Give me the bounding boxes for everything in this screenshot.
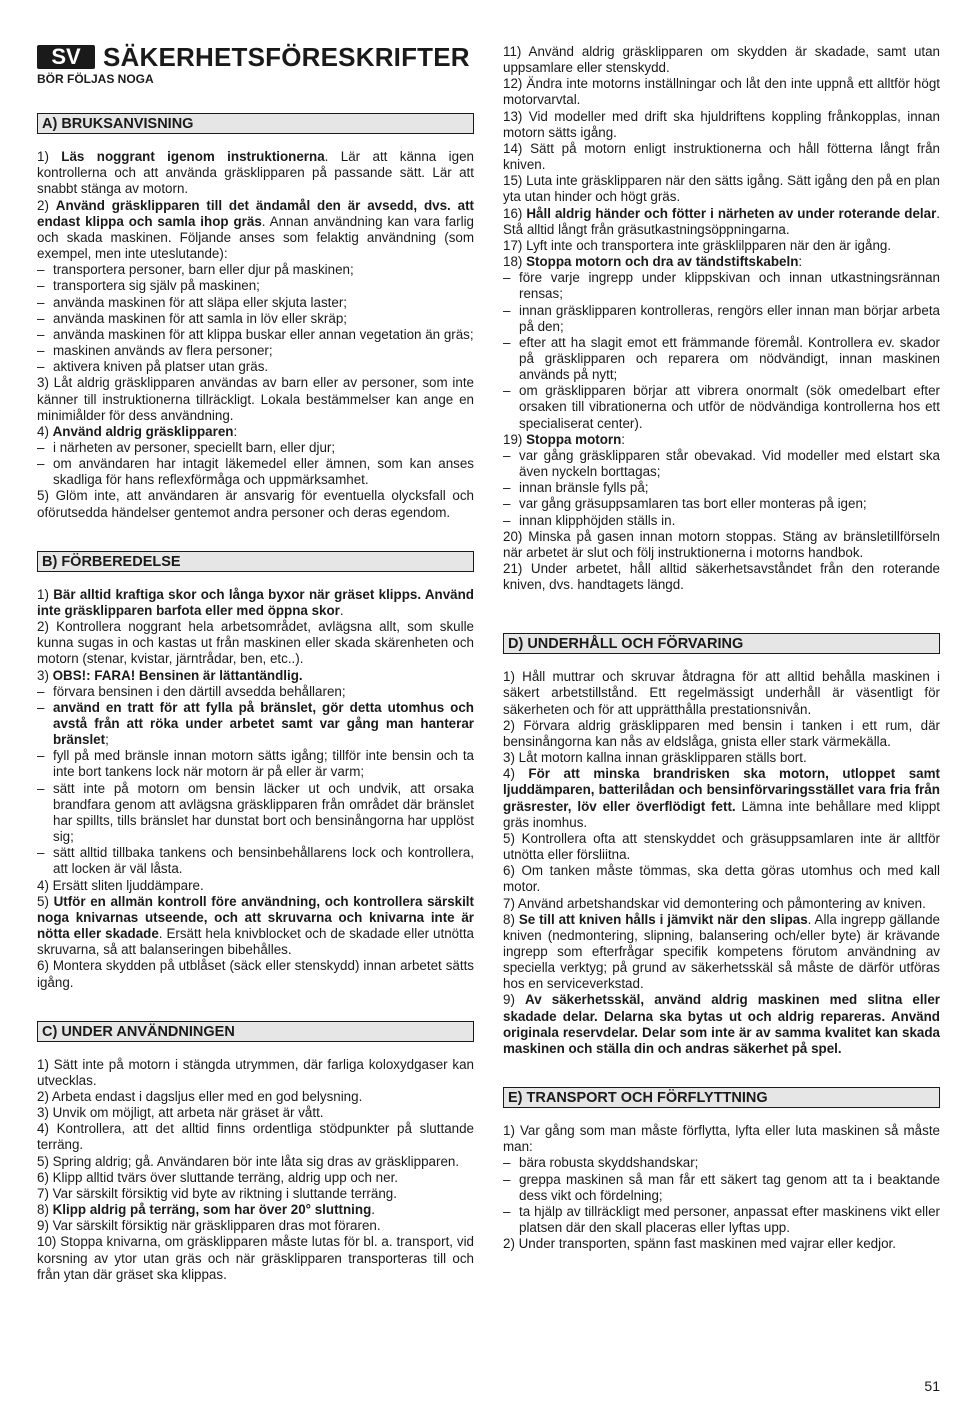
list-item: – fyll på med bränsle innan motorn sätts igång; tillför inte bensin och ta inte bort tankens lock när motorn är på eller är varm; bbox=[37, 748, 474, 780]
paragraph: 4) Ersätt sliten ljuddämpare. bbox=[37, 877, 204, 893]
paragraph: 6) Klipp alltid tvärs över sluttande terräng, aldrig upp och ner. bbox=[37, 1169, 399, 1185]
list-item: – i närheten av personer, speciellt barn, eller djur; bbox=[37, 440, 474, 456]
list-item: – använda maskinen för att släpa eller skjuta laster; bbox=[37, 295, 474, 311]
list-item: – sätt inte på motorn om bensin läcker ut och undvik, att orsaka brandfara genom att avlägsna gräsklipparen från området där bränslet har spillts, tills bränslet har dunstat bort och bensinångorna har upplöst sig; bbox=[37, 781, 474, 846]
list-item: – transportera personer, barn eller djur på maskinen; bbox=[37, 262, 474, 278]
paragraph: 21) Under arbetet, håll alltid säkerhetsavståndet från den roterande kniven, dvs. handtagets längd. bbox=[503, 561, 940, 593]
paragraph: 7) Använd arbetshandskar vid demontering och påmontering av kniven. bbox=[503, 895, 926, 911]
paragraph: 2) Kontrollera noggrant hela arbetsområdet, avlägsna allt, som skulle kunna sugas in och kastas ut från maskinen eller skada skärenheten och motorn (stenar, kvistar, järntrådar, ben, etc..). bbox=[37, 619, 474, 667]
paragraph: 4) Kontrollera, att det alltid finns ordentliga stödpunkter på sluttande terräng. bbox=[37, 1121, 474, 1153]
page-subtitle: BÖR FÖLJAS NOGA bbox=[37, 72, 154, 86]
list-item: – ta hjälp av tillräckligt med personer, anpassat efter maskinens vikt eller platsen där den skall placeras eller lyftas upp. bbox=[503, 1204, 940, 1236]
language-badge: SV bbox=[37, 45, 95, 69]
paragraph: 6) Om tanken måste tömmas, ska detta göras utomhus och med kall motor. bbox=[503, 863, 940, 895]
list-item: – före varje ingrepp under klippskivan och innan utkastningsrännan rensas; bbox=[503, 270, 940, 302]
paragraph: 3) Unvik om möjligt, att arbeta när gräset är vått. bbox=[37, 1105, 324, 1121]
list-item: – om användaren har intagit läkemedel eller ämnen, som kan anses skadliga för hans reflexförmåga och uppmärksamhet. bbox=[37, 456, 474, 488]
section-e-heading: E) TRANSPORT OCH FÖRFLYTTNING bbox=[503, 1087, 940, 1108]
paragraph: 2) Under transporten, spänn fast maskinen med vajrar eller kedjor. bbox=[503, 1236, 896, 1252]
paragraph: 11) Använd aldrig gräsklipparen om skydden är skadade, samt utan uppsamlare eller stenskydd. bbox=[503, 44, 940, 76]
list-item: – använd en tratt för att fylla på bränslet, gör detta utomhus och avstå från att röka under arbetet samt var gång man hanterar bränslet; bbox=[37, 700, 474, 748]
paragraph: 5) Utför en allmän kontroll före användning, och kontrollera särskilt noga knivarnas utseende, och att skruvarna och knivarna inte är nötta eller skadade. Ersätt hela knivblocket och de skadade eller utnötta skruvarna, så att balanseringen bibehålles. bbox=[37, 893, 474, 958]
paragraph: 9) Var särskilt försiktig när gräsklipparen dras mot föraren. bbox=[37, 1218, 381, 1234]
paragraph: 1) Läs noggrant igenom instruktionerna. Lär att känna igen kontrollerna och att använda gräsklipparen på passande sätt. Lär att snabbt stänga av motorn. bbox=[37, 149, 474, 197]
list-item: – aktivera kniven på platser utan gräs. bbox=[37, 359, 474, 375]
paragraph: 5) Glöm inte, att användaren är ansvarig för eventuella olycksfall och oförutsedda händelser gentemot andra personer och deras egendom. bbox=[37, 488, 474, 520]
paragraph: 19) Stoppa motorn: bbox=[503, 431, 626, 447]
left-column bbox=[37, 41, 474, 1283]
paragraph: 18) Stoppa motorn och dra av tändstiftskabeln: bbox=[503, 254, 803, 270]
list-item: – var gång gräsklipparen står obevakad. Vid modeller med elstart ska även nyckeln borttagas; bbox=[503, 448, 940, 480]
paragraph: 12) Ändra inte motorns inställningar och låt den inte uppnå ett alltför högt motorvarvtal. bbox=[503, 76, 940, 108]
paragraph: 17) Lyft inte och transportera inte gräsklilpparen när den är igång. bbox=[503, 237, 892, 253]
paragraph: 1) Sätt inte på motorn i stängda utrymmen, där farliga koloxydgaser kan utvecklas. bbox=[37, 1056, 474, 1088]
paragraph: 8) Se till att kniven hålls i jämvikt när den slipas. Alla ingrepp gällande kniven (nedmontering, slipning, balansering och/eller byte) är krävande ingrepp som efterfrågar specifik kompetens förutom användning av speciella verktyg; på grund av säkerhetsskäl så måste de därför utföras hos en serviceverkstad. bbox=[503, 911, 940, 992]
list-item: – använda maskinen för att klippa buskar eller annan vegetation än gräs; bbox=[37, 327, 474, 343]
list-item: – maskinen används av flera personer; bbox=[37, 343, 474, 359]
paragraph: 3) Låt motorn kallna innan gräsklipparen ställs bort. bbox=[503, 750, 807, 766]
paragraph: 4) För att minska brandrisken ska motorn, utloppet samt ljuddämparen, batterilådan och bensinförvaringsstället vara fria från gräsrester, löv eller överflödigt fett. Lämna inte behållare med klippt gräs inomhus. bbox=[503, 766, 940, 830]
paragraph: 2) Använd gräsklipparen till det ändamål den är avsedd, dvs. att endast klippa och samla ihop gräs. Annan användning kan vara farlig och skada maskinen. Följande anses som felaktig användning (som exempel, men inte uteslutande): bbox=[37, 197, 474, 262]
section-c-heading: C) UNDER ANVÄNDNINGEN bbox=[37, 1021, 474, 1042]
paragraph: 3) OBS!: FARA! Bensinen är lättantändlig. bbox=[37, 667, 303, 683]
page-number: 51 bbox=[924, 1378, 940, 1394]
paragraph: 8) Klipp aldrig på terräng, som har över 20° sluttning. bbox=[37, 1202, 375, 1218]
paragraph: 5) Kontrollera ofta att stenskyddet och gräsuppsamlaren inte är alltför utnötta eller försliitna. bbox=[503, 830, 940, 863]
paragraph: 4) Använd aldrig gräsklipparen: bbox=[37, 423, 238, 439]
list-item: – efter att ha slagit emot ett främmande föremål. Kontrollera ev. skador på gräsklipparen och reparera om nödvändigt, innan maskinen används på nytt; bbox=[503, 335, 940, 383]
right-column bbox=[503, 44, 940, 1252]
paragraph: 13) Vid modeller med drift ska hjuldriftens koppling frånkopplas, innan motorn sätts igång. bbox=[503, 108, 940, 140]
paragraph: 16) Håll aldrig händer och fötter i närheten av under roterande delar. Stå alltid långt från gräsutkastningsöppningarna. bbox=[503, 205, 941, 237]
list-item: – greppa maskinen så man får ett säkert tag genom att ta i beaktande dess vikt och fördelning; bbox=[503, 1172, 940, 1204]
paragraph: 9) Av säkerhetsskäl, använd aldrig maskinen med slitna eller skadade delar. Delarna ska bytas ut och aldrig repareras. Använd originala reservdelar. Delar som inte är av samma kvalitet kan skada maskinen och ställa din och andras säkerhet på spel. bbox=[503, 992, 940, 1056]
paragraph: 6) Montera skydden på utblåset (säck eller stenskydd) innan arbetet sätts igång. bbox=[37, 958, 474, 990]
list-item: – sätt alltid tillbaka tankens och bensinbehållarens lock och kontrollera, att locken är väl låsta. bbox=[37, 845, 474, 877]
list-item: – förvara bensinen i den därtill avsedda behållaren; bbox=[37, 684, 474, 700]
paragraph: 5) Spring aldrig; gå. Användaren bör inte låta sig dras av gräsklipparen. bbox=[37, 1153, 460, 1169]
paragraph: 10) Stoppa knivarna, om gräsklipparen måste lutas för bl. a. transport, vid korsning av ytor utan gräs och när gräsklipparen transporteras till och från ytan där gräset ska klippas. bbox=[37, 1234, 474, 1282]
page-title: SÄKERHETSFÖRESKRIFTER bbox=[103, 41, 470, 72]
list-item: – innan klipphöjden ställs in. bbox=[503, 513, 940, 529]
paragraph: 2) Arbeta endast i dagsljus eller med en god belysning. bbox=[37, 1088, 363, 1104]
list-item: – bära robusta skyddshandskar; bbox=[503, 1155, 940, 1171]
paragraph: 15) Luta inte gräsklipparen när den sätts igång. Sätt igång den på en plan yta utan hinder och högt gräs. bbox=[503, 173, 940, 205]
paragraph: 2) Förvara aldrig gräsklipparen med bensin i tanken i ett rum, där bensinångorna kan nås av eldslåga, gnista eller stark värmekälla. bbox=[503, 717, 940, 749]
list-item: – transportera sig själv på maskinen; bbox=[37, 278, 474, 294]
paragraph: 1) Håll muttrar och skruvar åtdragna för att alltid behålla maskinen i säkert arbetstillstånd. Ett regelmässigt underhåll är väsentligt för säkerheten och för att upprätthålla prestationsnivån. bbox=[503, 669, 940, 717]
paragraph: 7) Var särskilt försiktig vid byte av riktning i sluttande terräng. bbox=[37, 1185, 397, 1201]
paragraph: 20) Minska på gasen innan motorn stoppas. Stäng av bränsletillförseln när arbetet är slut och följ instruktionerna i motorns handbok. bbox=[503, 528, 940, 560]
list-item: – innan gräsklipparen kontrolleras, rengörs eller innan man börjar arbeta på den; bbox=[503, 303, 940, 335]
paragraph: 1) Bär alltid kraftiga skor och långa byxor när gräset klipps. Använd inte gräsklipparen barfota eller med öppna skor. bbox=[37, 586, 474, 618]
list-item: – var gång gräsuppsamlaren tas bort eller monteras på igen; bbox=[503, 496, 940, 512]
list-item: – om gräsklipparen börjar att vibrera onormalt (sök omedelbart efter orsaken till vibrationerna och utför de nödvändiga kontrollerna hos ett specialiserat center). bbox=[503, 383, 940, 431]
list-item: – innan bränsle fylls på; bbox=[503, 480, 940, 496]
section-a-heading: A) BRUKSANVISNING bbox=[37, 113, 474, 134]
paragraph: 14) Sätt på motorn enligt instruktionerna och håll fötterna långt från kniven. bbox=[503, 140, 940, 173]
paragraph: 3) Låt aldrig gräsklipparen användas av barn eller av personer, som inte känner till instruktionerna tillräckligt. Lokala bestämmelser kan ange en minimiålder för dess användning. bbox=[37, 375, 474, 423]
paragraph: 1) Var gång som man måste förflytta, lyfta eller luta maskinen så måste man: bbox=[503, 1123, 940, 1155]
list-item: – använda maskinen för att samla in löv eller skräp; bbox=[37, 311, 474, 327]
section-b-heading: B) FÖRBEREDELSE bbox=[37, 551, 474, 572]
section-d-heading: D) UNDERHÅLL OCH FÖRVARING bbox=[503, 633, 940, 654]
page-header bbox=[37, 41, 474, 72]
